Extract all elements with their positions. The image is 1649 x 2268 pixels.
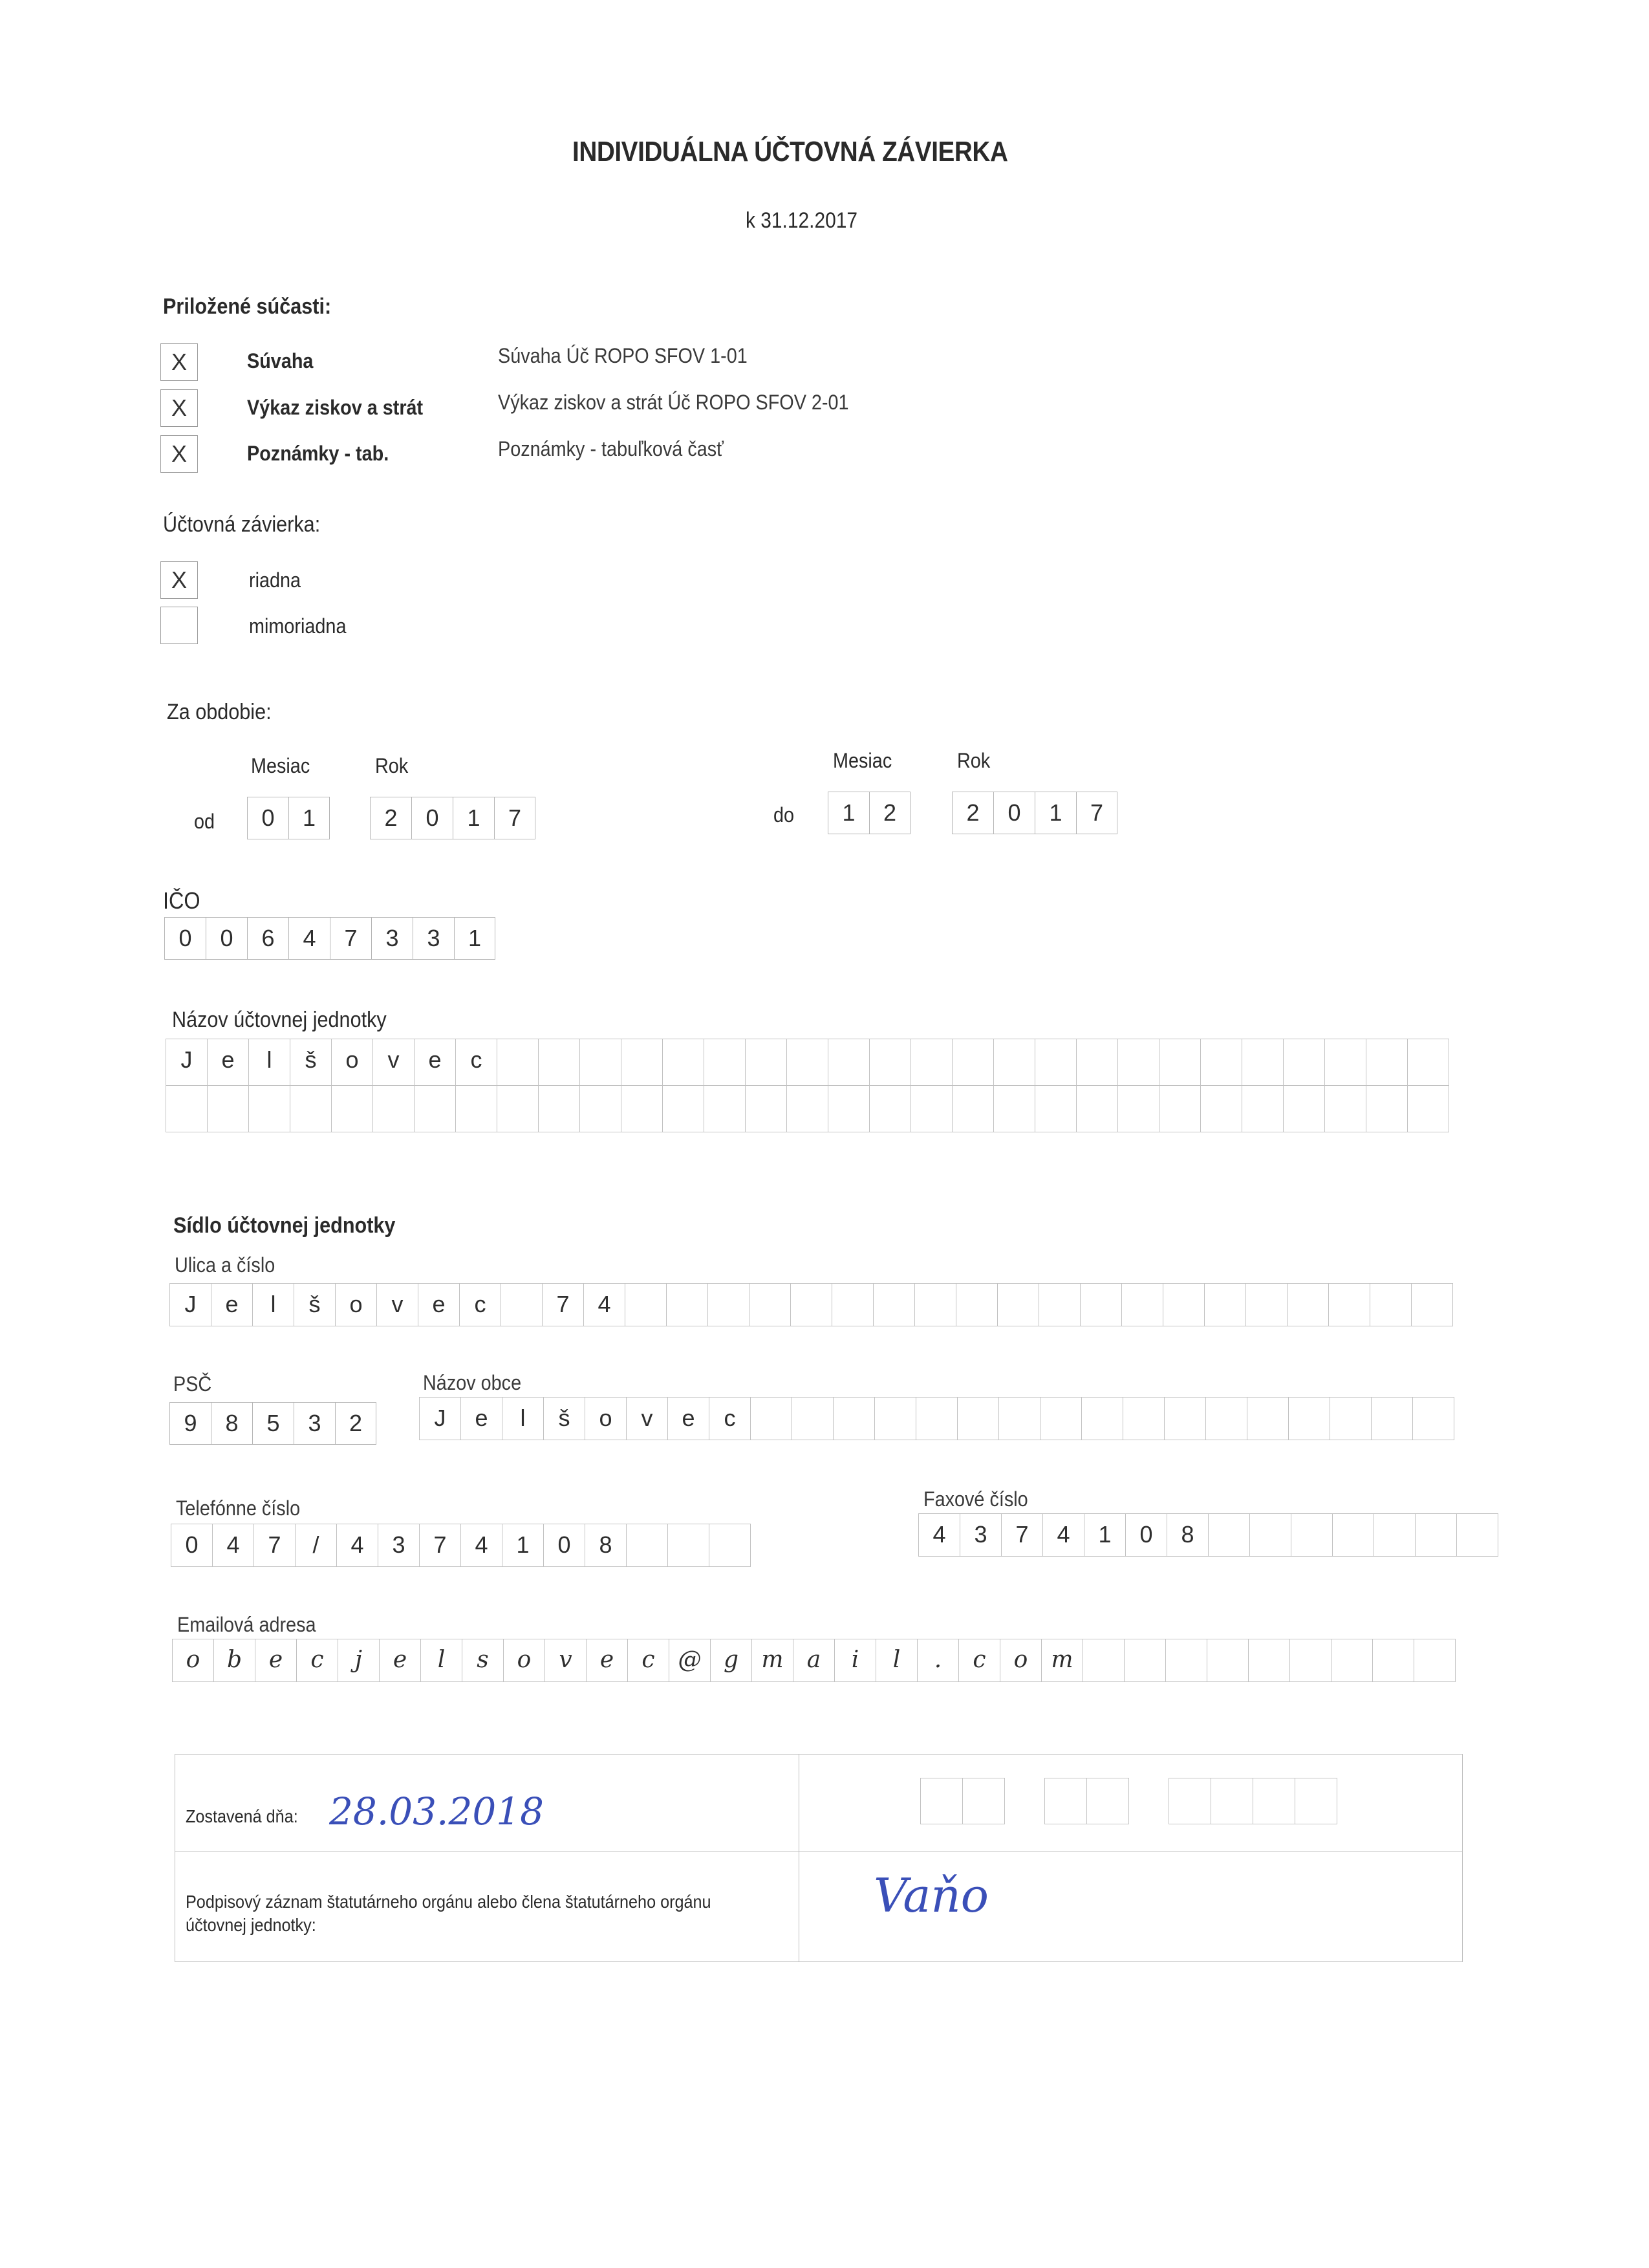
street-cell[interactable] <box>501 1284 543 1326</box>
unit-name-cell[interactable] <box>249 1086 290 1132</box>
ico-cell[interactable]: 0 <box>206 917 247 960</box>
from-year-label: Rok <box>375 754 409 777</box>
email-cell[interactable]: c <box>959 1639 1000 1682</box>
town-cell[interactable] <box>999 1398 1040 1440</box>
signature-label-line2: účtovnej jednotky: <box>186 1915 316 1935</box>
unit-name-cell[interactable] <box>539 1039 580 1086</box>
town-cell[interactable] <box>1247 1398 1289 1440</box>
town-label: Názov obce <box>423 1371 522 1394</box>
fax-label: Faxové číslo <box>923 1487 1028 1511</box>
email-cell[interactable]: i <box>835 1639 876 1682</box>
unit-name-cell[interactable]: l <box>249 1039 290 1086</box>
fax-cell[interactable] <box>1374 1514 1416 1557</box>
unit-name-cell[interactable] <box>1408 1086 1449 1132</box>
street-cell[interactable] <box>1329 1284 1370 1326</box>
email-cell[interactable] <box>1331 1639 1373 1682</box>
date-box[interactable] <box>1211 1778 1253 1824</box>
unit-name-cell[interactable] <box>1201 1086 1242 1132</box>
street-cell[interactable]: e <box>418 1284 460 1326</box>
street-cell[interactable] <box>1122 1284 1163 1326</box>
phone-cell[interactable]: 4 <box>337 1524 378 1567</box>
town-cell[interactable]: c <box>709 1398 751 1440</box>
unit-name-cell[interactable] <box>1035 1039 1077 1086</box>
street-cell[interactable] <box>1081 1284 1122 1326</box>
email-cell[interactable]: e <box>380 1639 421 1682</box>
phone-cell[interactable]: / <box>296 1524 337 1567</box>
compiled-label: Zostavená dňa: <box>186 1806 298 1826</box>
phone-cell[interactable]: 7 <box>420 1524 461 1567</box>
town-cell[interactable]: š <box>544 1398 585 1440</box>
unit-name-cell[interactable]: o <box>332 1039 373 1086</box>
document-date: k 31.12.2017 <box>746 208 858 233</box>
unit-name-cell[interactable] <box>497 1039 539 1086</box>
statement-label-mimoriadna: mimoriadna <box>249 614 347 638</box>
fax-cell[interactable] <box>1250 1514 1291 1557</box>
street-cell[interactable] <box>998 1284 1039 1326</box>
street-cell[interactable]: v <box>377 1284 418 1326</box>
unit-name-cell[interactable]: v <box>373 1039 415 1086</box>
attachment-checkbox-poznamky[interactable]: X <box>160 435 198 473</box>
town-cell[interactable] <box>1372 1398 1413 1440</box>
street-cell[interactable]: o <box>336 1284 377 1326</box>
street-cell[interactable] <box>708 1284 749 1326</box>
date-box[interactable] <box>1044 1778 1087 1824</box>
ico-field[interactable] <box>164 917 495 960</box>
street-cell[interactable]: š <box>294 1284 336 1326</box>
email-cell[interactable]: e <box>587 1639 628 1682</box>
email-cell[interactable] <box>1125 1639 1166 1682</box>
email-cell[interactable]: l <box>421 1639 462 1682</box>
unit-name-cell[interactable] <box>1242 1086 1284 1132</box>
phone-cell[interactable] <box>709 1524 751 1567</box>
unit-name-cell[interactable] <box>746 1039 787 1086</box>
unit-name-cell[interactable] <box>828 1039 870 1086</box>
ico-cell[interactable]: 4 <box>288 917 330 960</box>
to-month-label: Mesiac <box>833 749 892 772</box>
signature-value[interactable]: Vaňo <box>874 1868 989 1923</box>
ico-cell[interactable]: 7 <box>330 917 371 960</box>
to-month-field[interactable] <box>828 792 911 834</box>
unit-name-cell[interactable] <box>994 1086 1035 1132</box>
town-cell[interactable] <box>1413 1398 1454 1440</box>
from-month-cell[interactable]: 0 <box>247 797 288 839</box>
unit-name-cell[interactable]: e <box>208 1039 249 1086</box>
to-year-cell[interactable]: 7 <box>1076 792 1117 834</box>
attachment-label-suvaha: Súvaha <box>247 349 314 373</box>
street-field[interactable] <box>169 1283 1453 1326</box>
unit-name-cell[interactable] <box>208 1086 249 1132</box>
town-cell[interactable]: e <box>668 1398 709 1440</box>
email-cell[interactable] <box>1207 1639 1249 1682</box>
street-cell[interactable] <box>791 1284 832 1326</box>
email-cell[interactable] <box>1166 1639 1207 1682</box>
unit-name-cell[interactable] <box>787 1086 828 1132</box>
street-label: Ulica a číslo <box>175 1253 275 1277</box>
unit-name-cell[interactable] <box>911 1086 953 1132</box>
unit-name-cell[interactable] <box>1242 1039 1284 1086</box>
town-cell[interactable]: l <box>502 1398 544 1440</box>
from-label: od <box>194 810 215 833</box>
unit-name-cell[interactable] <box>1159 1039 1201 1086</box>
unit-name-cell[interactable] <box>1035 1086 1077 1132</box>
town-cell[interactable] <box>875 1398 916 1440</box>
unit-name-cell[interactable] <box>290 1086 332 1132</box>
phone-field[interactable] <box>171 1524 751 1567</box>
psc-cell[interactable]: 8 <box>211 1402 252 1445</box>
unit-name-cell[interactable] <box>1118 1039 1159 1086</box>
town-cell[interactable]: J <box>420 1398 461 1440</box>
email-cell[interactable]: g <box>711 1639 752 1682</box>
unit-name-cell[interactable] <box>1077 1086 1118 1132</box>
psc-cell[interactable]: 9 <box>169 1402 211 1445</box>
email-cell[interactable]: m <box>1042 1639 1083 1682</box>
unit-name-cell[interactable] <box>580 1039 621 1086</box>
street-cell[interactable]: 7 <box>543 1284 584 1326</box>
statement-type-heading: Účtovná závierka: <box>163 512 321 537</box>
town-cell[interactable] <box>1082 1398 1123 1440</box>
email-cell[interactable]: o <box>504 1639 545 1682</box>
town-cell[interactable]: v <box>627 1398 668 1440</box>
street-cell[interactable] <box>1163 1284 1205 1326</box>
email-cell[interactable] <box>1249 1639 1290 1682</box>
date-box[interactable] <box>920 1778 963 1824</box>
unit-name-cell[interactable] <box>1366 1086 1408 1132</box>
email-cell[interactable] <box>1083 1639 1125 1682</box>
to-year-field[interactable] <box>952 792 1117 834</box>
statement-checkbox-mimoriadna[interactable] <box>160 607 198 644</box>
phone-label: Telefónne číslo <box>176 1496 301 1520</box>
from-year-cell[interactable]: 7 <box>494 797 535 839</box>
psc-cell[interactable]: 3 <box>294 1402 335 1445</box>
to-label: do <box>773 803 795 826</box>
attachment-label-vykaz: Výkaz ziskov a strát <box>247 396 424 419</box>
from-year-field[interactable] <box>370 797 535 839</box>
from-month-label: Mesiac <box>251 754 310 777</box>
street-cell[interactable] <box>915 1284 956 1326</box>
email-cell[interactable]: . <box>918 1639 959 1682</box>
fax-cell[interactable] <box>1457 1514 1498 1557</box>
unit-name-cell[interactable] <box>580 1086 621 1132</box>
town-field[interactable] <box>419 1397 1454 1440</box>
unit-name-cell[interactable] <box>332 1086 373 1132</box>
statement-label-riadna: riadna <box>249 568 301 592</box>
street-cell[interactable] <box>625 1284 667 1326</box>
attachments-heading: Priložené súčasti: <box>163 294 332 319</box>
unit-name-cell[interactable] <box>497 1086 539 1132</box>
footer-box <box>175 1754 1463 1962</box>
ico-label: IČO <box>163 887 200 914</box>
fax-field[interactable] <box>918 1513 1498 1557</box>
email-cell[interactable]: j <box>338 1639 380 1682</box>
date-year-boxes[interactable] <box>1169 1778 1337 1824</box>
attachment-label-poznamky: Poznámky - tab. <box>247 442 389 465</box>
unit-name-cell[interactable] <box>166 1086 208 1132</box>
town-cell[interactable] <box>1165 1398 1206 1440</box>
ico-cell[interactable]: 0 <box>164 917 206 960</box>
unit-name-cell[interactable] <box>415 1086 456 1132</box>
to-month-cell[interactable]: 2 <box>869 792 911 834</box>
fax-cell[interactable]: 8 <box>1167 1514 1209 1557</box>
unit-name-cell[interactable] <box>373 1086 415 1132</box>
unit-name-cell[interactable] <box>1325 1086 1366 1132</box>
unit-name-cell[interactable] <box>1325 1039 1366 1086</box>
from-month-field[interactable] <box>247 797 330 839</box>
unit-name-cell[interactable] <box>953 1086 994 1132</box>
email-label: Emailová adresa <box>177 1613 316 1636</box>
email-cell[interactable]: l <box>876 1639 918 1682</box>
period-heading: Za obdobie: <box>167 700 272 724</box>
unit-name-cell[interactable]: c <box>456 1039 497 1086</box>
email-cell[interactable] <box>1373 1639 1414 1682</box>
to-year-cell[interactable]: 1 <box>1035 792 1076 834</box>
email-cell[interactable]: v <box>545 1639 587 1682</box>
unit-name-cell[interactable] <box>1408 1039 1449 1086</box>
fax-cell[interactable] <box>1291 1514 1333 1557</box>
street-cell[interactable] <box>1205 1284 1246 1326</box>
to-year-cell[interactable]: 2 <box>952 792 993 834</box>
phone-cell[interactable]: 0 <box>171 1524 213 1567</box>
ico-cell[interactable]: 3 <box>371 917 413 960</box>
town-cell[interactable] <box>958 1398 999 1440</box>
psc-cell[interactable]: 2 <box>335 1402 376 1445</box>
street-cell[interactable]: l <box>253 1284 294 1326</box>
street-cell[interactable] <box>1246 1284 1288 1326</box>
street-cell[interactable]: c <box>460 1284 501 1326</box>
street-cell[interactable] <box>667 1284 708 1326</box>
street-cell[interactable] <box>1288 1284 1329 1326</box>
fax-cell[interactable]: 1 <box>1084 1514 1126 1557</box>
fax-cell[interactable]: 4 <box>919 1514 960 1557</box>
email-cell[interactable] <box>1290 1639 1331 1682</box>
attachment-checkbox-vykaz[interactable]: X <box>160 389 198 427</box>
attachment-desc-vykaz: Výkaz ziskov a strát Úč ROPO SFOV 2-01 <box>498 391 849 414</box>
signature-label-line1: Podpisový záznam štatutárneho orgánu alebo člena štatutárneho orgánu <box>186 1892 711 1912</box>
date-box[interactable] <box>1295 1778 1337 1824</box>
unit-name-cell[interactable] <box>870 1039 911 1086</box>
email-cell[interactable]: s <box>462 1639 504 1682</box>
psc-cell[interactable]: 5 <box>252 1402 294 1445</box>
street-cell[interactable] <box>749 1284 791 1326</box>
town-cell[interactable] <box>751 1398 792 1440</box>
attachment-desc-suvaha: Súvaha Úč ROPO SFOV 1-01 <box>498 344 748 367</box>
unit-name-cell[interactable]: J <box>166 1039 208 1086</box>
unit-name-cell[interactable] <box>1077 1039 1118 1086</box>
street-cell[interactable] <box>1412 1284 1453 1326</box>
town-cell[interactable] <box>1040 1398 1082 1440</box>
fax-cell[interactable] <box>1333 1514 1374 1557</box>
phone-cell[interactable]: 1 <box>502 1524 544 1567</box>
street-cell[interactable] <box>956 1284 998 1326</box>
phone-cell[interactable]: 7 <box>254 1524 296 1567</box>
document-title: INDIVIDUÁLNA ÚČTOVNÁ ZÁVIERKA <box>572 136 1008 167</box>
fax-cell[interactable]: 0 <box>1126 1514 1167 1557</box>
email-cell[interactable]: o <box>173 1639 214 1682</box>
ico-cell[interactable]: 1 <box>454 917 495 960</box>
unit-name-cell[interactable] <box>911 1039 953 1086</box>
town-cell[interactable] <box>1123 1398 1165 1440</box>
phone-cell[interactable]: 4 <box>461 1524 502 1567</box>
unit-name-label: Názov účtovnej jednotky <box>172 1008 387 1032</box>
town-cell[interactable] <box>792 1398 834 1440</box>
email-cell[interactable]: o <box>1000 1639 1042 1682</box>
unit-name-cell[interactable] <box>621 1039 663 1086</box>
phone-cell[interactable] <box>627 1524 668 1567</box>
email-cell[interactable]: b <box>214 1639 255 1682</box>
phone-cell[interactable]: 3 <box>378 1524 420 1567</box>
town-cell[interactable]: o <box>585 1398 627 1440</box>
to-year-label: Rok <box>957 749 991 772</box>
unit-name-cell[interactable] <box>746 1086 787 1132</box>
unit-name-cell[interactable] <box>1159 1086 1201 1132</box>
unit-name-cell[interactable] <box>1284 1039 1325 1086</box>
unit-name-cell[interactable] <box>539 1086 580 1132</box>
fax-cell[interactable]: 7 <box>1002 1514 1043 1557</box>
town-cell[interactable] <box>916 1398 958 1440</box>
email-cell[interactable]: m <box>752 1639 793 1682</box>
statement-checkbox-riadna[interactable]: X <box>160 561 198 599</box>
ico-cell[interactable]: 6 <box>247 917 288 960</box>
fax-cell[interactable] <box>1416 1514 1457 1557</box>
unit-name-cell[interactable] <box>704 1086 746 1132</box>
unit-name-cell[interactable] <box>828 1086 870 1132</box>
date-month-boxes[interactable] <box>1044 1778 1129 1824</box>
phone-cell[interactable]: 4 <box>213 1524 254 1567</box>
unit-name-cell[interactable]: e <box>415 1039 456 1086</box>
date-box[interactable] <box>963 1778 1005 1824</box>
unit-name-cell[interactable]: š <box>290 1039 332 1086</box>
fax-cell[interactable] <box>1209 1514 1250 1557</box>
email-cell[interactable]: e <box>255 1639 297 1682</box>
from-year-cell[interactable]: 0 <box>411 797 453 839</box>
town-cell[interactable] <box>1289 1398 1330 1440</box>
street-cell[interactable] <box>874 1284 915 1326</box>
attachment-checkbox-suvaha[interactable]: X <box>160 343 198 381</box>
street-cell[interactable] <box>832 1284 874 1326</box>
email-cell[interactable]: c <box>628 1639 669 1682</box>
email-cell[interactable]: @ <box>669 1639 711 1682</box>
unit-name-field[interactable] <box>166 1039 1449 1132</box>
unit-name-cell[interactable] <box>621 1086 663 1132</box>
to-month-cell[interactable]: 1 <box>828 792 869 834</box>
to-year-cell[interactable]: 0 <box>993 792 1035 834</box>
town-cell[interactable] <box>1206 1398 1247 1440</box>
unit-name-cell[interactable] <box>787 1039 828 1086</box>
phone-cell[interactable]: 0 <box>544 1524 585 1567</box>
address-heading: Sídlo účtovnej jednotky <box>173 1213 396 1238</box>
street-cell[interactable] <box>1370 1284 1412 1326</box>
psc-field[interactable] <box>169 1402 376 1445</box>
compiled-date[interactable]: 28.03.2018 <box>329 1789 544 1833</box>
psc-label: PSČ <box>173 1372 212 1396</box>
street-cell[interactable]: e <box>211 1284 253 1326</box>
unit-name-cell[interactable] <box>994 1039 1035 1086</box>
unit-name-cell[interactable] <box>456 1086 497 1132</box>
town-cell[interactable] <box>834 1398 875 1440</box>
phone-cell[interactable]: 8 <box>585 1524 627 1567</box>
date-day-boxes[interactable] <box>920 1778 1005 1824</box>
email-cell[interactable]: c <box>297 1639 338 1682</box>
email-cell[interactable] <box>1414 1639 1456 1682</box>
attachment-desc-poznamky: Poznámky - tabuľková časť <box>498 437 724 460</box>
unit-name-cell[interactable] <box>663 1086 704 1132</box>
phone-cell[interactable] <box>668 1524 709 1567</box>
from-year-cell[interactable]: 1 <box>453 797 494 839</box>
fax-cell[interactable]: 4 <box>1043 1514 1084 1557</box>
unit-name-cell[interactable] <box>1201 1039 1242 1086</box>
unit-name-cell[interactable] <box>663 1039 704 1086</box>
street-cell[interactable] <box>1039 1284 1081 1326</box>
town-cell[interactable]: e <box>461 1398 502 1440</box>
unit-name-cell[interactable] <box>1284 1086 1325 1132</box>
email-field[interactable] <box>172 1639 1456 1682</box>
ico-cell[interactable]: 3 <box>413 917 454 960</box>
unit-name-cell[interactable] <box>953 1039 994 1086</box>
street-cell[interactable]: 4 <box>584 1284 625 1326</box>
date-box[interactable] <box>1169 1778 1211 1824</box>
fax-cell[interactable]: 3 <box>960 1514 1002 1557</box>
unit-name-cell[interactable] <box>1118 1086 1159 1132</box>
unit-name-cell[interactable] <box>704 1039 746 1086</box>
from-year-cell[interactable]: 2 <box>370 797 411 839</box>
unit-name-cell[interactable] <box>870 1086 911 1132</box>
street-cell[interactable]: J <box>170 1284 211 1326</box>
email-cell[interactable]: a <box>793 1639 835 1682</box>
date-box[interactable] <box>1087 1778 1129 1824</box>
date-box[interactable] <box>1253 1778 1295 1824</box>
town-cell[interactable] <box>1330 1398 1372 1440</box>
unit-name-cell[interactable] <box>1366 1039 1408 1086</box>
from-month-cell[interactable]: 1 <box>288 797 330 839</box>
